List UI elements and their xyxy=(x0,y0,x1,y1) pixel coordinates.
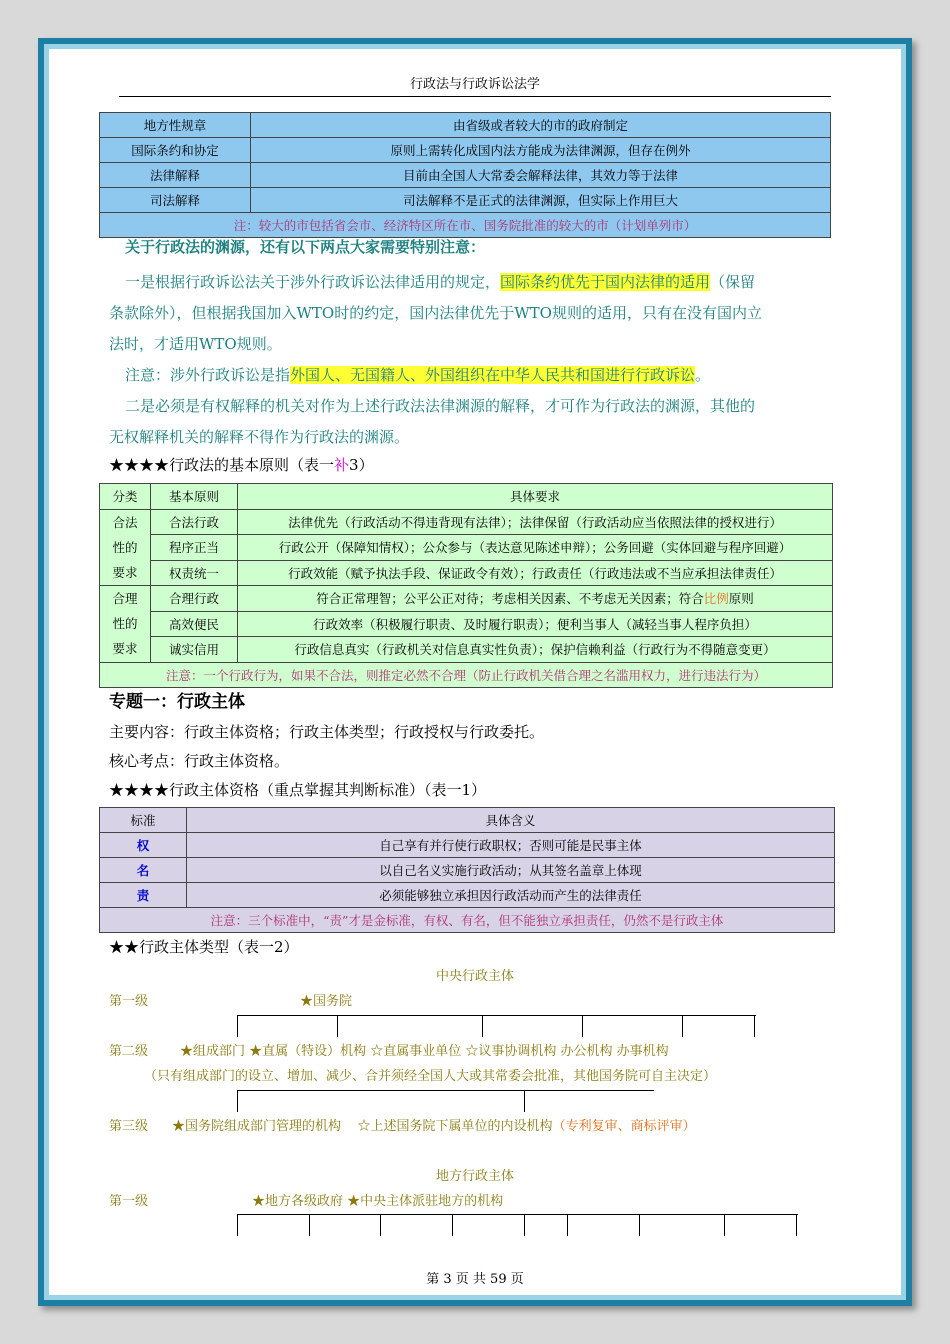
paragraph-line: 法时，才适用WTO规则。 xyxy=(109,335,282,353)
table-cell: 责 xyxy=(100,883,187,908)
subject-qualification-table xyxy=(99,807,835,933)
table-cell xyxy=(238,586,833,612)
text-span: 要求 xyxy=(112,564,138,580)
connector-line xyxy=(237,1090,654,1091)
text-span: ☆上述国务院下属单位的内设机构 xyxy=(357,1119,553,1134)
table-cell: 行政效率（积极履行职责、及时履行职责）；便利当事人（减轻当事人程序负担） xyxy=(238,611,833,637)
local-title: 地方行政主体 xyxy=(435,1169,514,1184)
text-span: 合法 xyxy=(112,514,138,530)
table-cell: 名 xyxy=(100,858,187,883)
table-row xyxy=(100,908,835,933)
table-title: ★★★★行政主体资格（重点掌握其判断标准）（表一1） xyxy=(109,781,487,799)
page-frame xyxy=(38,38,912,1306)
topic-core: 核心考点：行政主体资格。 xyxy=(109,752,290,770)
table-row xyxy=(100,163,831,188)
connector-line xyxy=(237,1015,238,1037)
org-node: ★组成部门 ★直属（特设）机构 ☆直属事业单位 ☆议事协调机构 办公机构 办事机构 xyxy=(180,1044,669,1059)
org-note: （只有组成部门的设立、增加、减少、合并须经全国人大或其常委会批准，其他国务院可自主决定） xyxy=(144,1069,717,1084)
table-row xyxy=(100,611,833,637)
text-span: 。 xyxy=(695,366,711,384)
level-label: 第一级 xyxy=(109,994,149,1009)
table-title: ★★行政主体类型（表一2） xyxy=(109,938,299,956)
page-header: 行政法与行政诉讼法学 xyxy=(119,73,831,97)
table-header: 基本原则 xyxy=(151,484,238,510)
highlight-text: 国际条约优先于国内法律的适用 xyxy=(500,273,711,291)
table-row xyxy=(100,586,833,612)
table-cell: 目前由全国人大常委会解释法律，其效力等于法律 xyxy=(251,163,831,188)
page-frame-inner xyxy=(44,44,906,1300)
table-cell: 国际条约和协定 xyxy=(100,138,251,163)
document-page xyxy=(49,49,901,1295)
table-row xyxy=(100,883,835,908)
legal-source-table xyxy=(99,112,831,238)
paragraph-line: 二是必须是有权解释的机关对作为上述行政法法律渊源的解释，才可作为行政法的渊源，其他的 xyxy=(125,397,756,415)
table-header: 具体含义 xyxy=(187,808,835,833)
connector-line xyxy=(237,1090,238,1112)
table-row xyxy=(100,560,833,586)
level-label: 第一级 xyxy=(109,1194,149,1209)
text-span: 符合正常理智；公平公正对待；考虑相关因素、不考虑无关因素；符合 xyxy=(316,591,704,607)
table-note: 注意：一个行政行为，如果不合法，则推定必然不合理（防止行政机关借合理之名滥用权力，进行违法行为） xyxy=(100,662,833,688)
table-cell: 权责统一 xyxy=(151,560,238,586)
table-cell: 法律优先（行政活动不得违背现有法律）；法律保留（行政活动应当依照法律的授权进行） xyxy=(238,509,833,535)
connector-line xyxy=(337,1015,338,1037)
connector-line xyxy=(482,1015,483,1037)
table-row xyxy=(100,138,831,163)
table-row xyxy=(100,188,831,213)
table-cell: 地方性规章 xyxy=(100,113,251,138)
table-cell: 司法解释 xyxy=(100,188,251,213)
table-note: 注意：三个标准中，“责”才是金标准，有权、有名，但不能独立承担责任，仍然不是行政主体 xyxy=(100,908,835,933)
text-span: ★国务院组成部门管理的机构 xyxy=(172,1119,342,1134)
category-cell xyxy=(100,509,151,586)
org-node xyxy=(172,1117,696,1137)
table-cell: 司法解释不是正式的法律渊源，但实际上作用巨大 xyxy=(251,188,831,213)
table-cell: 行政效能（赋予执法手段、保证政令有效）；行政责任（行政违法或不当应承担法律责任） xyxy=(238,560,833,586)
text-span: 性的 xyxy=(112,616,138,632)
table-cell: 由省级或者较大的市的政府制定 xyxy=(251,113,831,138)
highlight-text: 外国人、无国籍人、外国组织在中华人民共和国进行行政诉讼 xyxy=(290,366,696,384)
connector-line xyxy=(237,1214,238,1236)
text-span: 要求 xyxy=(112,641,138,657)
principles-table xyxy=(99,483,833,688)
table-cell: 合理行政 xyxy=(151,586,238,612)
text-span: （专利复审、商标评审） xyxy=(552,1119,696,1134)
paragraph-line xyxy=(125,360,710,391)
text-span: 一是根据行政诉讼法关于涉外行政诉讼法律适用的规定， xyxy=(125,273,501,291)
table-row xyxy=(100,833,835,858)
table-title xyxy=(109,454,374,476)
category-cell xyxy=(100,586,151,663)
text-span: 比例 xyxy=(703,591,729,607)
text-span: 补 xyxy=(334,456,350,474)
table-cell: 以自己名义实施行政活动；从其签名盖章上体现 xyxy=(187,858,835,883)
org-node: ★地方各级政府 ★中央主体派驻地方的机构 xyxy=(252,1194,504,1209)
table-row xyxy=(100,213,831,238)
connector-line xyxy=(524,1090,525,1112)
connector-line xyxy=(724,1214,725,1236)
table-header: 标准 xyxy=(100,808,187,833)
table-cell: 行政公开（保障知情权）；公众参与（表达意见陈述申辩）；公务回避（实体回避与程序回避） xyxy=(238,535,833,561)
paragraph-line: 无权解释机关的解释不得作为行政法的渊源。 xyxy=(109,428,410,446)
table-cell: 诚实信用 xyxy=(151,637,238,663)
table-note: 注：较大的市包括省会市、经济特区所在市、国务院批准的较大的市（计划单列市） xyxy=(100,213,831,238)
table-cell: 权 xyxy=(100,833,187,858)
table-cell: 原则上需转化成国内法方能成为法律渊源，但存在例外 xyxy=(251,138,831,163)
connector-line xyxy=(682,1015,683,1037)
table-cell: 高效便民 xyxy=(151,611,238,637)
table-header-row xyxy=(100,808,835,833)
table-row xyxy=(100,535,833,561)
connector-line xyxy=(524,1214,525,1236)
connector-line xyxy=(237,1015,756,1016)
connector-line xyxy=(237,1214,798,1215)
table-cell: 合法行政 xyxy=(151,509,238,535)
connector-line xyxy=(380,1214,381,1236)
paragraph-line xyxy=(125,267,755,298)
central-title: 中央行政主体 xyxy=(435,969,514,984)
connector-line xyxy=(309,1214,310,1236)
table-cell: 法律解释 xyxy=(100,163,251,188)
text-span: （保留 xyxy=(710,273,756,291)
table-cell: 必须能够独立承担因行政活动而产生的法律责任 xyxy=(187,883,835,908)
text-span: ★★★★行政法的基本原则（表一 xyxy=(109,456,335,474)
connector-line xyxy=(796,1214,797,1236)
table-header-row xyxy=(100,484,833,510)
connector-line xyxy=(452,1214,453,1236)
table-cell: 自己享有并行使行政职权；否则可能是民事主体 xyxy=(187,833,835,858)
topic-title: 专题一：行政主体 xyxy=(109,692,245,712)
topic-content: 主要内容：行政主体资格；行政主体类型；行政授权与行政委托。 xyxy=(109,723,545,741)
level-label: 第二级 xyxy=(109,1044,149,1059)
table-cell: 行政信息真实（行政机关对信息真实性负责）；保护信赖利益（行政行为不得随意变更） xyxy=(238,637,833,663)
table-row xyxy=(100,509,833,535)
connector-line xyxy=(639,1214,640,1236)
text-span: 3） xyxy=(349,456,374,474)
section-heading: 关于行政法的渊源，还有以下两点大家需要特别注意： xyxy=(125,238,486,256)
text-span: 合理 xyxy=(112,591,138,607)
table-row xyxy=(100,858,835,883)
level-label: 第三级 xyxy=(109,1119,149,1134)
page-number: 第 3 页 共 59 页 xyxy=(426,1272,524,1287)
text-span: 原则 xyxy=(728,591,754,607)
connector-line xyxy=(567,1214,568,1236)
org-node: ★国务院 xyxy=(300,994,353,1009)
connector-line xyxy=(582,1015,583,1037)
table-cell: 程序正当 xyxy=(151,535,238,561)
table-row xyxy=(100,662,833,688)
text-span: 性的 xyxy=(112,539,138,555)
paragraph-line: 条款除外），但根据我国加入WTO时的约定，国内法律优先于WTO规则的适用，只有在没有国内立 xyxy=(109,304,762,322)
table-header: 分类 xyxy=(100,484,151,510)
table-row xyxy=(100,113,831,138)
table-header: 具体要求 xyxy=(238,484,833,510)
text-span: 注意：涉外行政诉讼是指 xyxy=(125,366,291,384)
table-row xyxy=(100,637,833,663)
connector-line xyxy=(754,1015,755,1037)
